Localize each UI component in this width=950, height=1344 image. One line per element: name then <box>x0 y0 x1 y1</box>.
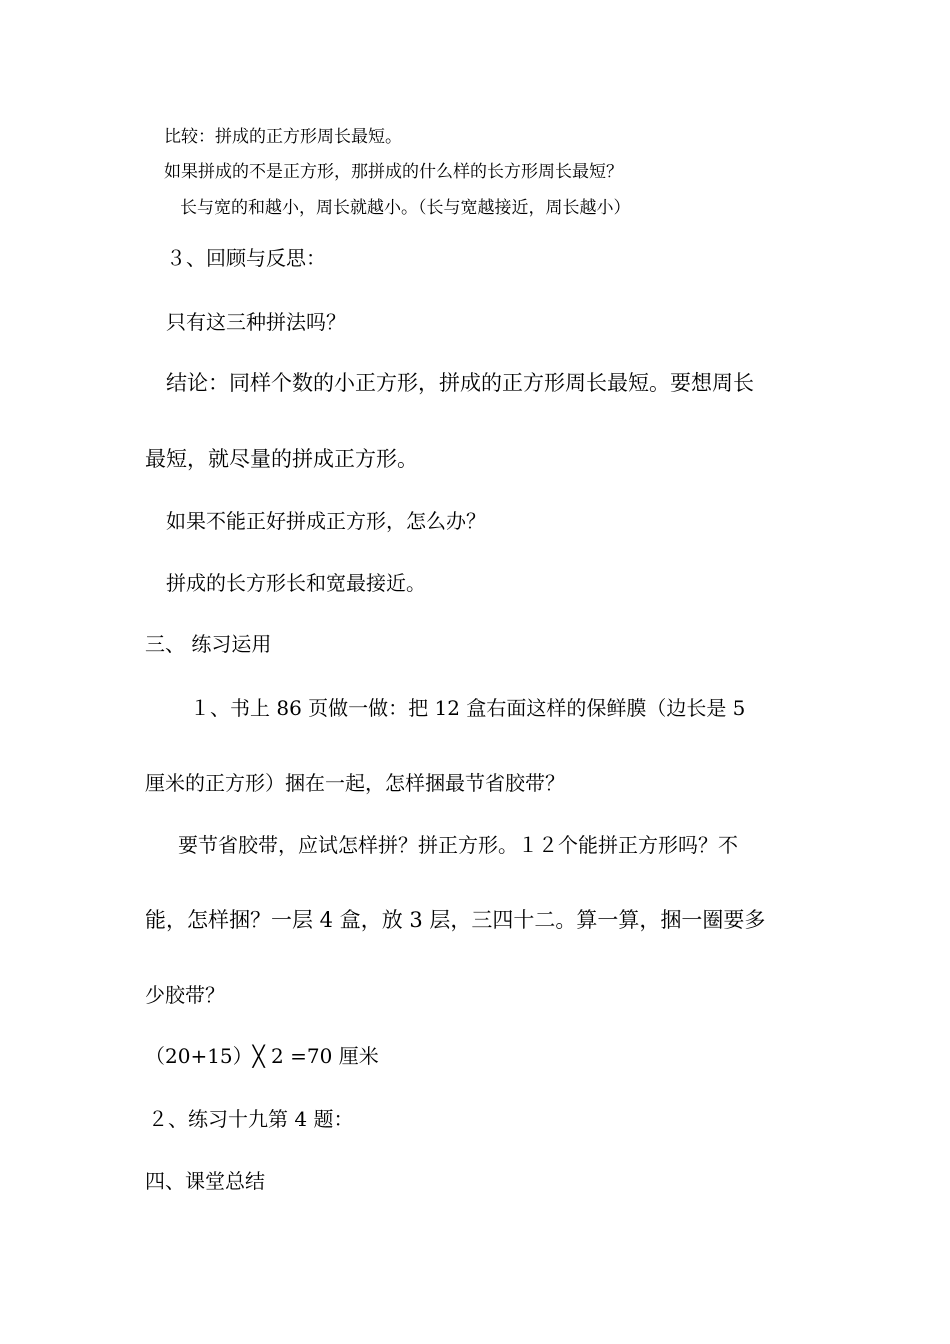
section-practice-heading: 三、 练习运用 <box>145 632 272 656</box>
text-line-closest: 拼成的长方形长和宽最接近。 <box>166 571 426 595</box>
section-review-heading: ３、回顾与反思： <box>166 246 326 270</box>
text-line-question-rectangle: 如果拼成的不是正方形，那拼成的什么样的长方形周长最短？ <box>164 162 623 182</box>
text-line-save-tape: 要节省胶带，应试怎样拼？拼正方形。１２个能拼正方形吗？不 <box>178 833 738 857</box>
text-line-what-if: 如果不能正好拼成正方形，怎么办？ <box>166 509 486 533</box>
section-summary-heading: 四、课堂总结 <box>145 1169 265 1193</box>
text-line-formula: （20+15）╳ 2 =70 厘米 <box>145 1044 379 1068</box>
text-line-exercise-1-cont: 厘米的正方形）捆在一起，怎样捆最节省胶带？ <box>145 771 565 795</box>
text-line-sum-smaller: 长与宽的和越小，周长就越小。（长与宽越接近，周长越小） <box>180 198 631 218</box>
text-line-exercise-1: １、书上 86 页做一做：把 12 盒右面这样的保鲜膜（边长是 5 <box>190 696 746 720</box>
text-line-only-three: 只有这三种拼法吗？ <box>166 310 346 334</box>
text-line-compare: 比较：拼成的正方形周长最短。 <box>164 127 402 147</box>
text-line-how-much-tape: 少胶带？ <box>145 983 225 1007</box>
text-line-conclusion: 结论：同样个数的小正方形，拼成的正方形周长最短。要想周长 <box>166 371 754 395</box>
text-line-how-to-tie: 能，怎样捆？一层 4 盒，放 3 层，三四十二。算一算，捆一圈要多 <box>145 908 766 932</box>
text-line-exercise-2: ２、练习十九第 4 题： <box>148 1107 354 1131</box>
text-line-conclusion-cont: 最短，就尽量的拼成正方形。 <box>145 447 418 471</box>
